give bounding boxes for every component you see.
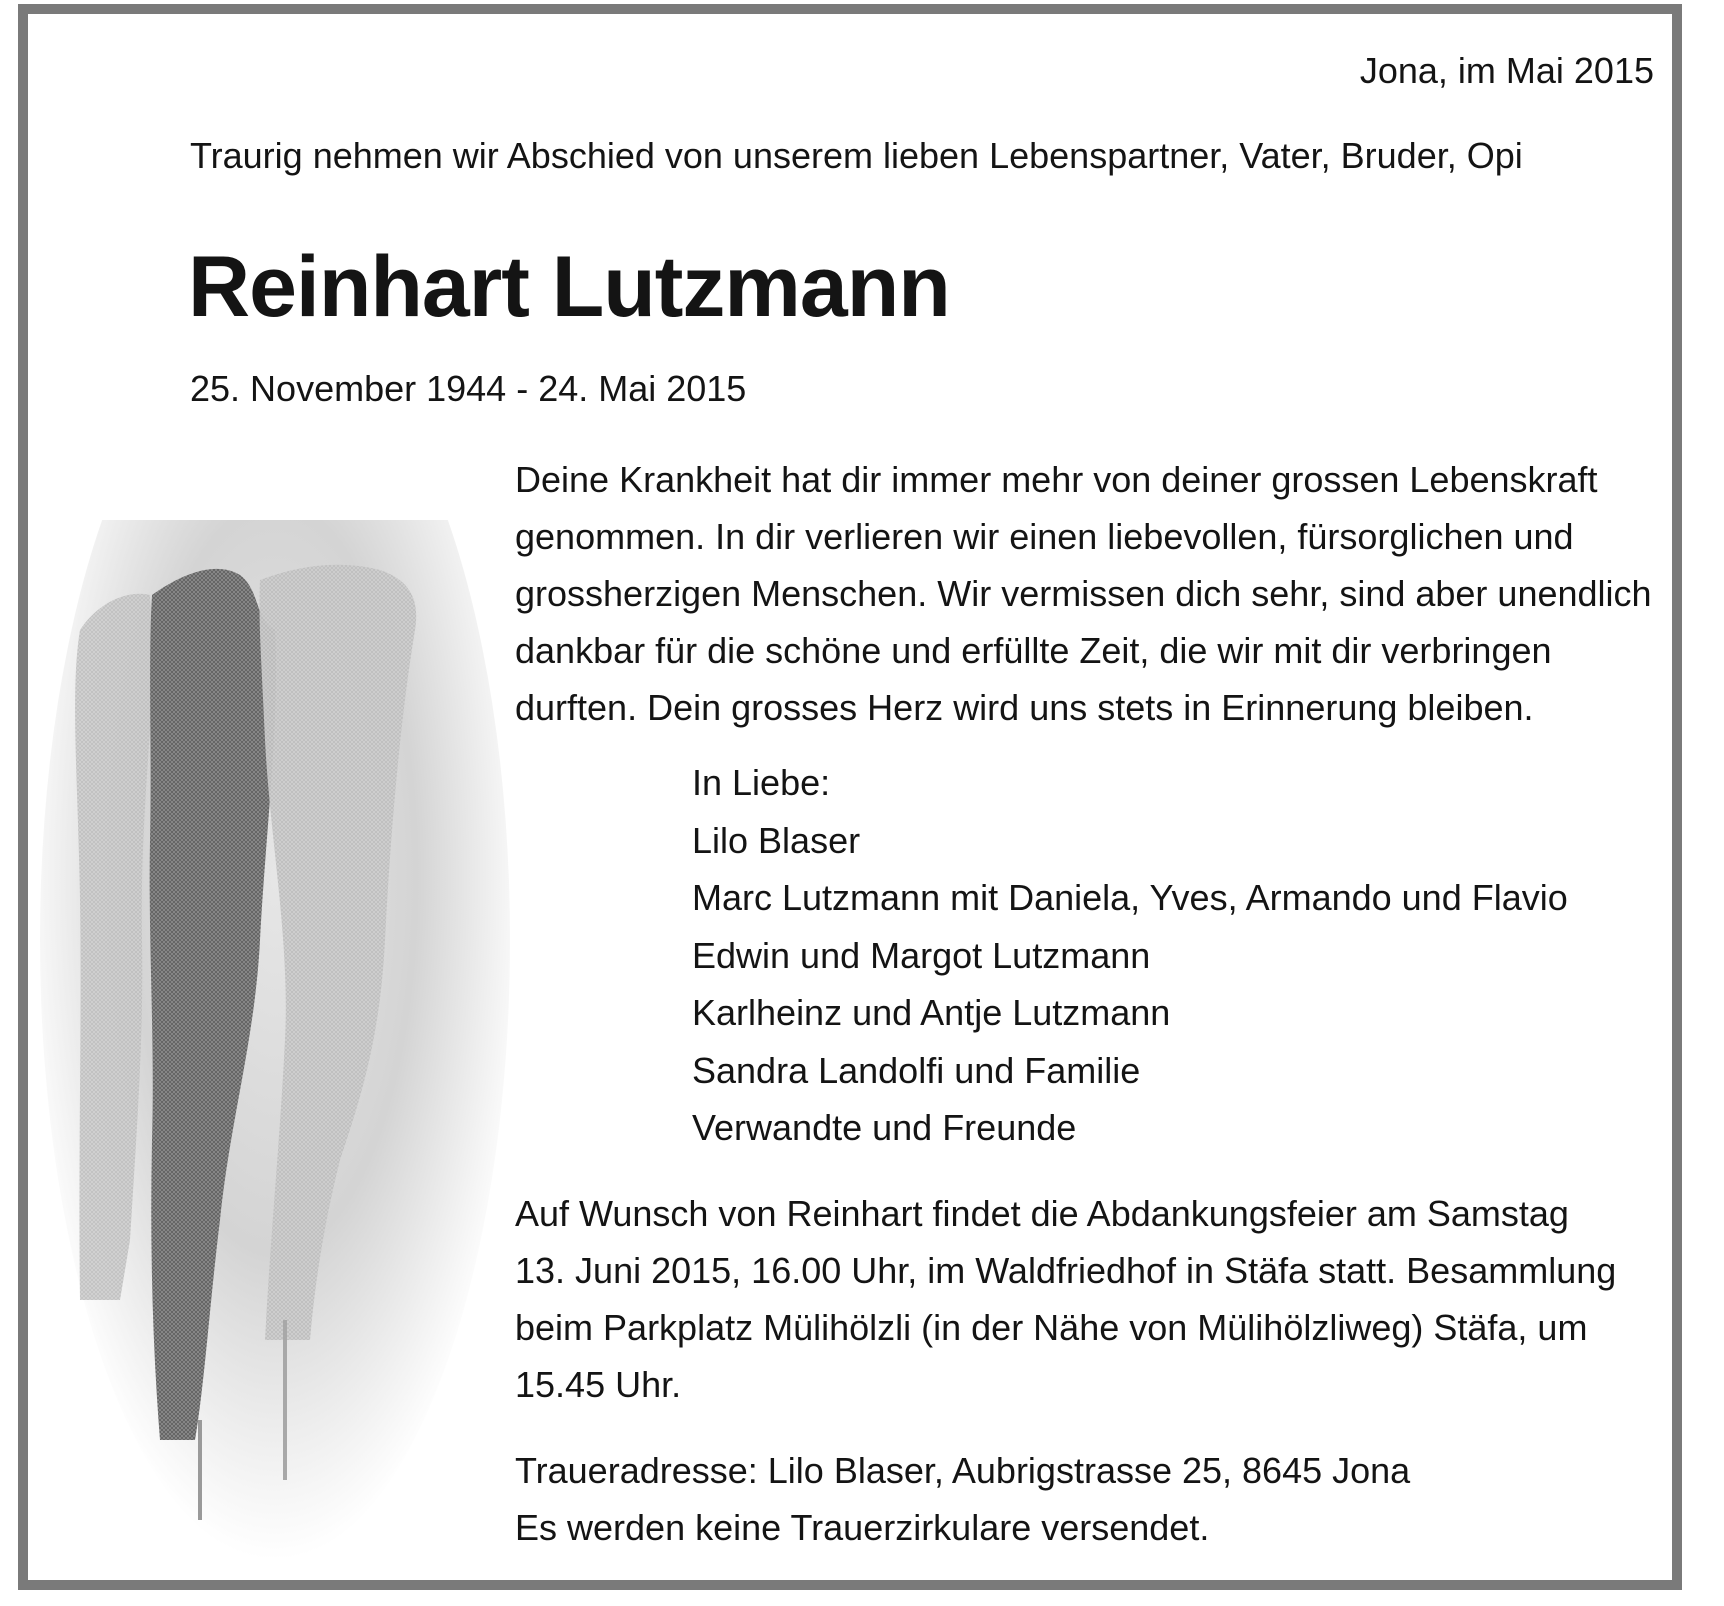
ceremony-line: beim Parkplatz Mülihölzli (in der Nähe von Mülihölzliweg) Stäfa, um <box>515 1307 1588 1348</box>
message-paragraph <box>515 451 1665 736</box>
message-line: dankbar für die schöne und erfüllte Zeit, die wir mit dir verbringen <box>515 630 1552 671</box>
signer-line: Verwandte und Freunde <box>692 1107 1077 1148</box>
ceremony-paragraph <box>515 1185 1616 1413</box>
signer-line: Edwin und Margot Lutzmann <box>692 934 1151 976</box>
signers-list <box>692 754 1568 1157</box>
address-line: Es werden keine Trauerzirkulare versendet. <box>515 1507 1210 1548</box>
message-line: grossherzigen Menschen. Wir vermissen dich sehr, sind aber unendlich <box>515 573 1652 614</box>
signer-line: Sandra Landolfi und Familie <box>692 1049 1141 1091</box>
message-line: genommen. In dir verlieren wir einen liebevollen, fürsorglichen und <box>515 516 1574 557</box>
message-line: durften. Dein grosses Herz wird uns stets in Erinnerung bleiben. <box>515 687 1534 728</box>
deceased-name: Reinhart Lutzmann <box>188 239 950 335</box>
sculpture-illustration <box>40 520 510 1560</box>
life-dates: 25. November 1944 - 24. Mai 2015 <box>190 368 747 409</box>
signer-line: Lilo Blaser <box>692 819 861 861</box>
address-line: Traueradresse: Lilo Blaser, Aubrigstrasse 25, 8645 Jona <box>515 1450 1411 1491</box>
place-date: Jona, im Mai 2015 <box>1359 50 1654 91</box>
ceremony-line: 15.45 Uhr. <box>515 1364 682 1405</box>
message-line: Deine Krankheit hat dir immer mehr von deiner grossen Lebenskraft <box>515 459 1598 500</box>
signer-line: Karlheinz und Antje Lutzmann <box>692 992 1171 1033</box>
ceremony-line: Auf Wunsch von Reinhart findet die Abdankungsfeier am Samstag <box>515 1193 1569 1234</box>
intro-text: Traurig nehmen wir Abschied von unserem lieben Lebenspartner, Vater, Bruder, Opi <box>190 135 1523 176</box>
ceremony-line: 13. Juni 2015, 16.00 Uhr, im Waldfriedhof in Stäfa statt. Besammlung <box>515 1250 1617 1291</box>
address-paragraph <box>515 1442 1410 1556</box>
signer-line: Marc Lutzmann mit Daniela, Yves, Armando und Flavio <box>692 877 1568 918</box>
signer-line: In Liebe: <box>692 762 831 803</box>
